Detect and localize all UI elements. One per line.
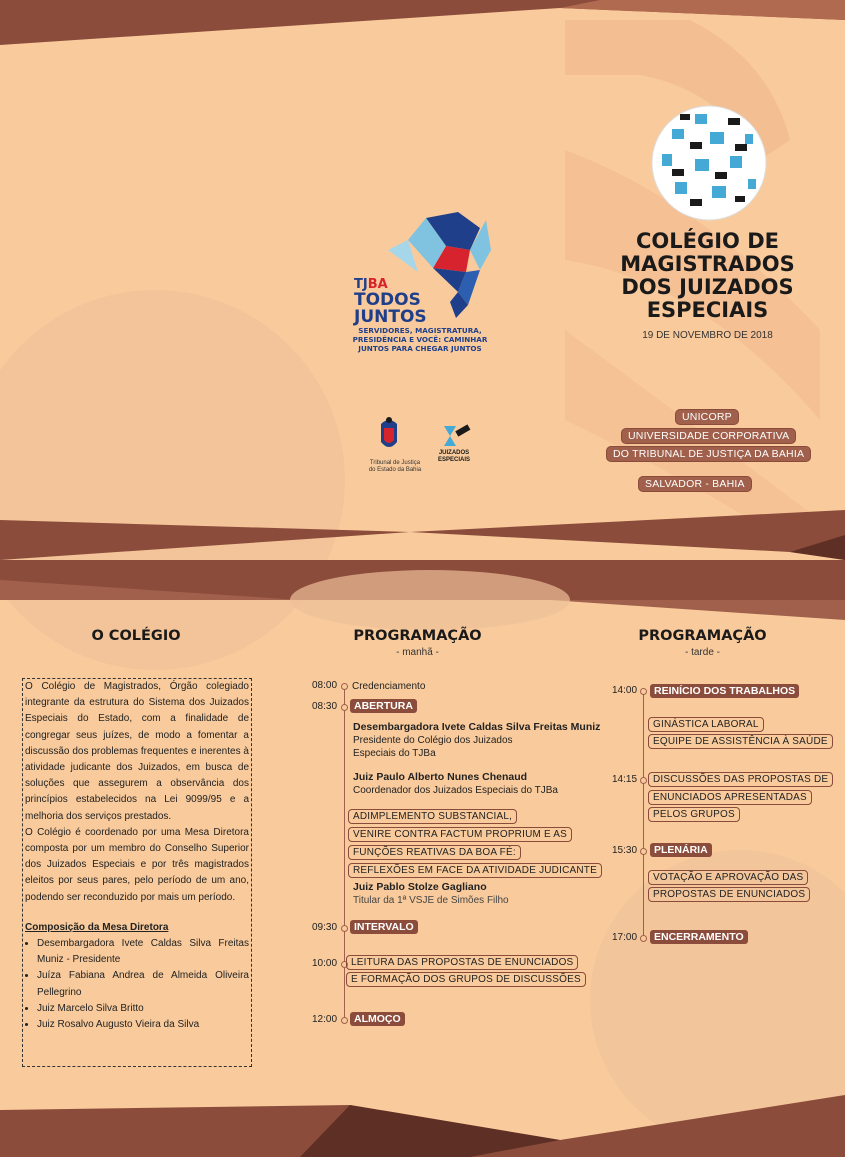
discussoes-box: PELOS GRUPOS [648, 807, 740, 822]
time-label: 14:00 [612, 685, 638, 696]
timeline-dot [341, 683, 348, 690]
member-item: • Juiz Marcelo Silva Britto [37, 1001, 249, 1017]
time-label: 12:00 [312, 1014, 338, 1025]
manha-title: PROGRAMAÇÃO [353, 628, 482, 644]
speaker-name: Juiz Pablo Stolze Gagliano [353, 881, 487, 893]
timeline-dot [341, 1017, 348, 1024]
seal-caption-line: do Estado da Bahia [368, 467, 422, 473]
cover-title-line: ESPECIAIS [646, 298, 769, 322]
speaker-role: Titular da 1ª VSJE de Simões Filho [353, 895, 509, 906]
time-label: 08:30 [312, 701, 338, 712]
manha-subtitle: - manhã - [396, 647, 439, 658]
logo-tagline [340, 326, 500, 353]
discussoes-box: ENUNCIADOS APRESENTADAS [648, 790, 812, 805]
timeline-dot [341, 704, 348, 711]
speaker-name: Desembargadora Ivete Caldas Silva Freitas Muniz [353, 721, 601, 733]
logo-juntos: JUNTOS [354, 307, 427, 327]
abertura-tag: ABERTURA [350, 699, 417, 713]
logo-tagline-line: PRESIDÊNCIA E VOCÊ: CAMINHAR [352, 335, 488, 344]
ginastica-box: EQUIPE DE ASSISTÊNCIA À SAÚDE [648, 734, 833, 749]
tjba-logo-text [354, 278, 427, 326]
time-label: 10:00 [312, 958, 338, 969]
votacao-box: VOTAÇÃO E APROVAÇÃO DAS [648, 870, 808, 885]
cover-title-line: COLÉGIO DE [636, 229, 779, 253]
cover-title-line: MAGISTRADOS [620, 252, 795, 276]
leitura-box: LEITURA DAS PROPOSTAS DE ENUNCIADOS [346, 955, 578, 970]
encerramento-tag: ENCERRAMENTO [650, 930, 748, 944]
city-pill: SALVADOR - BAHIA [638, 476, 752, 492]
logo-todos: TODOS [354, 290, 421, 310]
cover-title-line: DOS JUIZADOS [621, 275, 794, 299]
juizados-caption [432, 450, 476, 464]
speaker-1 [353, 721, 600, 760]
speaker-role: Presidente do Colégio dos Juizados [353, 735, 513, 746]
seal-caption [362, 460, 428, 474]
intervalo-tag: INTERVALO [350, 920, 418, 934]
manha-timeline [344, 686, 345, 1020]
talk-box: VENIRE CONTRA FACTUM PROPRIUM E AS [348, 827, 572, 842]
cover-date: 19 DE NOVEMBRO DE 2018 [642, 330, 773, 341]
logo-tagline-line: SERVIDORES, MAGISTRATURA, [358, 326, 482, 335]
discussoes-box: DISCUSSÕES DAS PROPOSTAS DE [648, 772, 833, 787]
logo-ba: BA [367, 277, 388, 292]
talk-box: FUNÇÕES REATIVAS DA BOA FÉ: [348, 845, 521, 860]
speaker-role: Especiais do TJBa [353, 748, 436, 759]
juizados-hourglass-icon [440, 424, 472, 450]
tarde-subtitle: - tarde - [684, 647, 720, 658]
credenciamento: Credenciamento [352, 681, 426, 692]
tarde-timeline [643, 692, 644, 938]
time-label: 09:30 [312, 922, 338, 933]
speaker-2 [353, 771, 558, 797]
juizados-caption-line: JUIZADOS [438, 450, 470, 456]
speaker-name: Juiz Paulo Alberto Nunes Chenaud [353, 771, 528, 783]
tarde-title: PROGRAMAÇÃO [638, 628, 767, 644]
member-item: • Desembargadora Ivete Caldas Silva Freitas Muniz - Presidente [37, 936, 249, 968]
votacao-box: PROPOSTAS DE ENUNCIADOS [648, 887, 810, 902]
seal-caption-line: Tribunal de Justiça [369, 460, 421, 466]
timeline-dot [341, 925, 348, 932]
time-label: 15:30 [612, 845, 638, 856]
speaker-role: Coordenador dos Juizados Especiais do TJBa [353, 785, 558, 796]
venue-pill: UNICORP [675, 409, 739, 425]
timeline-dot [640, 688, 647, 695]
time-label: 17:00 [612, 932, 638, 943]
venue-pill: DO TRIBUNAL DE JUSTIÇA DA BAHIA [606, 446, 811, 462]
colegio-title: O COLÉGIO [91, 628, 181, 644]
member-item: • Juíza Fabiana Andrea de Almeida Oliveira Pellegrino [37, 968, 249, 1000]
tjba-seal-icon [377, 416, 401, 456]
timeline-dot [640, 777, 647, 784]
members-list [25, 936, 249, 1033]
talk-box: ADIMPLEMENTO SUBSTANCIAL, [348, 809, 517, 824]
timeline-dot [640, 935, 647, 942]
composition-title: Composição da Mesa Diretora [25, 921, 169, 933]
member-item: • Juiz Rosalvo Augusto Vieira da Silva [37, 1017, 249, 1033]
time-label: 08:00 [312, 680, 338, 691]
speaker-3 [353, 881, 509, 907]
timeline-dot [640, 848, 647, 855]
globe-gavel-logo [650, 104, 768, 222]
ginastica-box: GINÁSTICA LABORAL [648, 717, 764, 732]
logo-tj: TJ [354, 277, 368, 292]
colegio-paragraph: O Colégio é coordenado por uma Mesa Diretora composta por um membro do Conselho Superior dos Juizados Especiais e por três magistrados eleitos por seus pares, pelo período de um ano, podendo ser reconduzido por mais um período. [25, 826, 249, 903]
leitura-box: E FORMAÇÃO DOS GRUPOS DE DISCUSSÕES [346, 972, 586, 987]
juizados-caption-line: ESPECIAIS [437, 457, 470, 463]
venue-pill: UNIVERSIDADE CORPORATIVA [621, 428, 796, 444]
time-label: 14:15 [612, 774, 638, 785]
plenaria-tag: PLENÁRIA [650, 843, 712, 857]
cover-title [590, 230, 825, 322]
logo-tagline-line: JUNTOS PARA CHEGAR JUNTOS [358, 344, 482, 353]
colegio-text-box [22, 678, 252, 1067]
colegio-paragraph: O Colégio de Magistrados, Órgão colegiado integrante da estrutura do Sistema dos Juizados Especiais do Estado, com a finalidade de congregar seus juízes, de modo a fomentar a discussão dos problemas frequentes e inerentes à atividade judicante dos Juizados, em busca de soluções que assegurem a observância dos princípios estabelecidos na Lei 9099/95 e a melhoria dos serviços prestados. [25, 681, 249, 822]
talk-box: REFLEXÕES EM FACE DA ATIVIDADE JUDICANTE [348, 863, 602, 878]
reinicio-tag: REINÍCIO DOS TRABALHOS [650, 684, 799, 698]
almoco-tag: ALMOÇO [350, 1012, 405, 1026]
